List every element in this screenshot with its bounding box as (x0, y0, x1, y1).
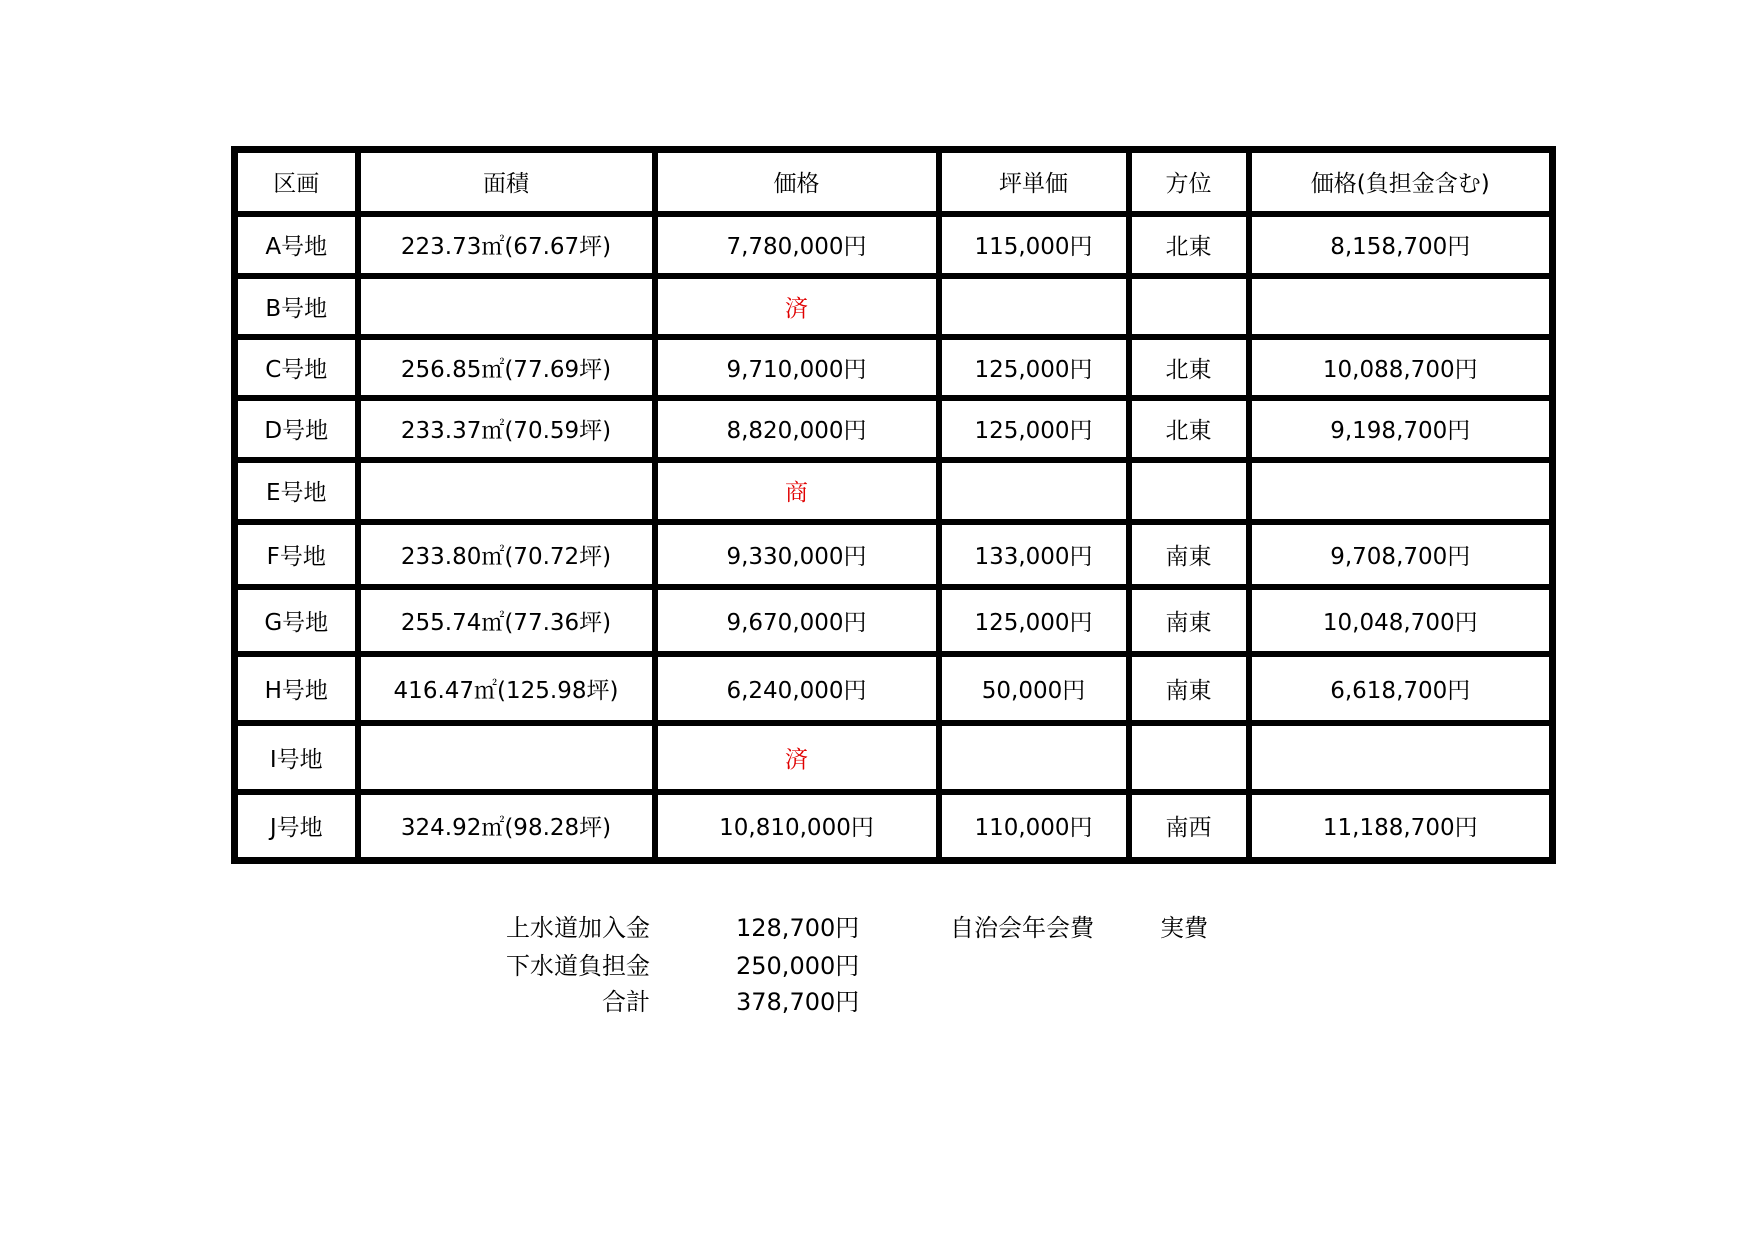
cell-total (1249, 460, 1553, 522)
sewer-fee-value: 250,000円 (736, 952, 860, 980)
cell-unit-price: 133,000円 (939, 522, 1129, 587)
cell-price: 商 (655, 460, 939, 522)
cell-total: 6,618,700円 (1249, 654, 1553, 723)
cell-total: 10,048,700円 (1249, 587, 1553, 654)
water-fee-label: 上水道加入金 (506, 914, 650, 942)
cell-price: 10,810,000円 (655, 792, 939, 861)
cell-price: 9,670,000円 (655, 587, 939, 654)
header-direction: 方位 (1129, 150, 1249, 214)
table-row (235, 654, 1553, 723)
cell-lot: F号地 (235, 522, 358, 587)
cell-total: 11,188,700円 (1249, 792, 1553, 861)
cell-lot: C号地 (235, 337, 358, 398)
cell-price: 8,820,000円 (655, 398, 939, 460)
table-row (235, 522, 1553, 587)
cell-direction: 南東 (1129, 587, 1249, 654)
header-area: 面積 (358, 150, 655, 214)
lot-table (231, 146, 1556, 864)
cell-direction: 北東 (1129, 214, 1249, 276)
cell-lot: E号地 (235, 460, 358, 522)
cell-area: 223.73㎡(67.67坪) (358, 214, 655, 276)
cell-unit-price: 115,000円 (939, 214, 1129, 276)
header-price: 価格 (655, 150, 939, 214)
cell-lot: G号地 (235, 587, 358, 654)
cell-price: 7,780,000円 (655, 214, 939, 276)
cell-total: 10,088,700円 (1249, 337, 1553, 398)
table-row (235, 792, 1553, 861)
table-row (235, 587, 1553, 654)
table-row (235, 460, 1553, 522)
table-row (235, 723, 1553, 792)
cell-area: 324.92㎡(98.28坪) (358, 792, 655, 861)
total-fee-value: 378,700円 (736, 988, 860, 1016)
cell-direction (1129, 276, 1249, 337)
table-row (235, 214, 1553, 276)
cell-unit-price: 125,000円 (939, 398, 1129, 460)
table-row (235, 337, 1553, 398)
cell-lot: A号地 (235, 214, 358, 276)
cell-total (1249, 276, 1553, 337)
cell-area: 416.47㎡(125.98坪) (358, 654, 655, 723)
cell-area: 233.37㎡(70.59坪) (358, 398, 655, 460)
cell-unit-price (939, 723, 1129, 792)
header-unit-price: 坪単価 (939, 150, 1129, 214)
cell-area (358, 276, 655, 337)
cell-unit-price: 125,000円 (939, 587, 1129, 654)
cell-total: 9,708,700円 (1249, 522, 1553, 587)
header-row (235, 150, 1553, 214)
cell-price: 6,240,000円 (655, 654, 939, 723)
table-row (235, 276, 1553, 337)
header-lot: 区画 (235, 150, 358, 214)
cell-direction: 北東 (1129, 337, 1249, 398)
cell-unit-price: 125,000円 (939, 337, 1129, 398)
cell-total: 8,158,700円 (1249, 214, 1553, 276)
cell-unit-price: 110,000円 (939, 792, 1129, 861)
cell-direction: 南東 (1129, 654, 1249, 723)
cell-unit-price (939, 276, 1129, 337)
cell-price: 9,710,000円 (655, 337, 939, 398)
water-fee-value: 128,700円 (736, 914, 860, 942)
cell-price: 済 (655, 723, 939, 792)
cell-unit-price (939, 460, 1129, 522)
cell-lot: D号地 (235, 398, 358, 460)
cell-total: 9,198,700円 (1249, 398, 1553, 460)
total-fee-label: 合計 (602, 988, 650, 1016)
cell-direction (1129, 460, 1249, 522)
cell-lot: J号地 (235, 792, 358, 861)
cell-area: 233.80㎡(70.72坪) (358, 522, 655, 587)
cell-area: 256.85㎡(77.69坪) (358, 337, 655, 398)
assoc-fee-label: 自治会年会費 (950, 914, 1094, 942)
header-total: 価格(負担金含む) (1249, 150, 1553, 214)
cell-lot: B号地 (235, 276, 358, 337)
cell-price: 9,330,000円 (655, 522, 939, 587)
cell-total (1249, 723, 1553, 792)
cell-direction: 北東 (1129, 398, 1249, 460)
cell-lot: I号地 (235, 723, 358, 792)
cell-direction: 南東 (1129, 522, 1249, 587)
cell-direction (1129, 723, 1249, 792)
cell-area: 255.74㎡(77.36坪) (358, 587, 655, 654)
cell-lot: H号地 (235, 654, 358, 723)
cell-price: 済 (655, 276, 939, 337)
cell-area (358, 460, 655, 522)
sewer-fee-label: 下水道負担金 (506, 952, 650, 980)
cell-direction: 南西 (1129, 792, 1249, 861)
cell-area (358, 723, 655, 792)
table-row (235, 398, 1553, 460)
cell-unit-price: 50,000円 (939, 654, 1129, 723)
assoc-fee-value: 実費 (1160, 914, 1208, 942)
